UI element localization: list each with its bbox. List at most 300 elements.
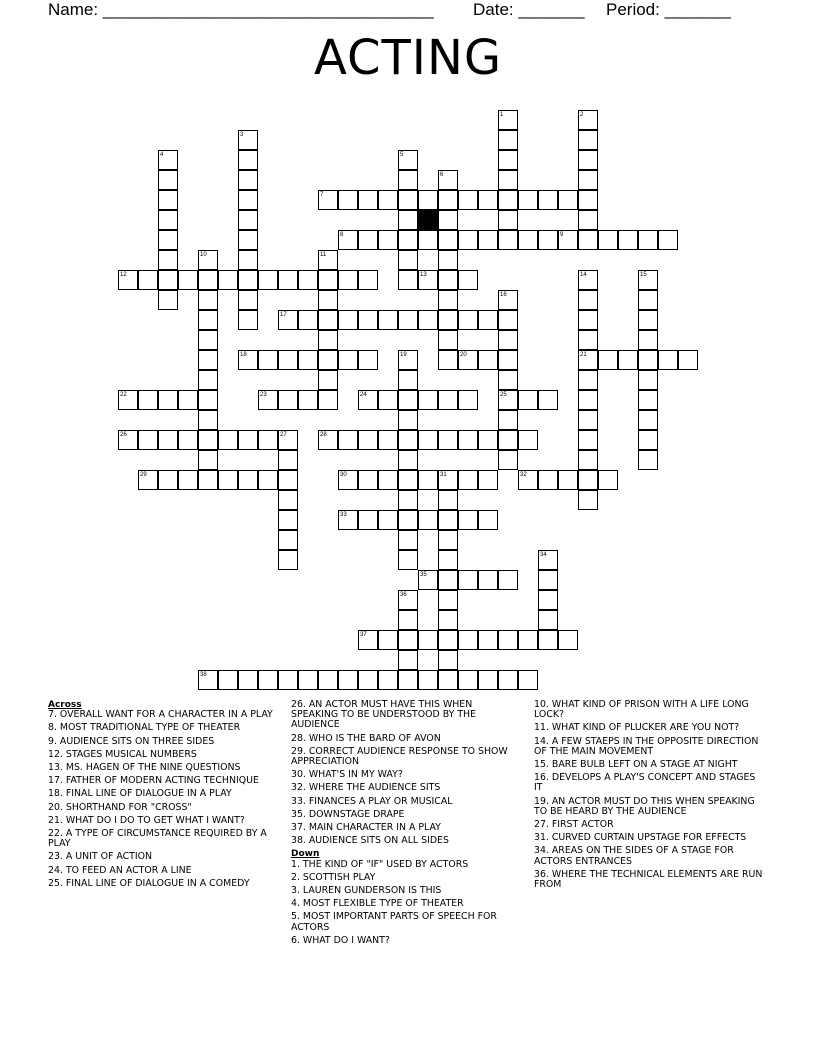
grid-cell[interactable] bbox=[498, 350, 518, 370]
grid-cell[interactable] bbox=[398, 550, 418, 570]
clue-number: 25 bbox=[500, 392, 507, 398]
grid-cell[interactable] bbox=[558, 470, 578, 490]
grid-cell[interactable] bbox=[538, 230, 558, 250]
grid-cell[interactable] bbox=[638, 410, 658, 430]
grid-cell[interactable] bbox=[518, 230, 538, 250]
grid-cell[interactable] bbox=[298, 670, 318, 690]
grid-cell[interactable] bbox=[238, 210, 258, 230]
clue-number: 9 bbox=[560, 232, 564, 238]
grid-cell[interactable] bbox=[538, 190, 558, 210]
grid-cell[interactable] bbox=[438, 530, 458, 550]
grid-cell[interactable] bbox=[318, 310, 338, 330]
header bbox=[0, 0, 816, 26]
grid-cell[interactable] bbox=[358, 510, 378, 530]
clue: 29. CORRECT AUDIENCE RESPONSE TO SHOW APPRECIATION bbox=[291, 745, 508, 768]
grid-cell[interactable] bbox=[198, 270, 218, 290]
clue-number: 4 bbox=[160, 152, 164, 158]
grid-cell[interactable] bbox=[378, 390, 398, 410]
grid-cell[interactable] bbox=[498, 130, 518, 150]
grid-cell[interactable] bbox=[598, 350, 618, 370]
grid-cell[interactable] bbox=[458, 190, 478, 210]
grid-cell[interactable] bbox=[258, 670, 278, 690]
grid-cell[interactable] bbox=[398, 370, 418, 390]
grid-cell[interactable] bbox=[498, 210, 518, 230]
grid-cell[interactable] bbox=[498, 630, 518, 650]
grid-cell[interactable] bbox=[278, 510, 298, 530]
grid-cell[interactable] bbox=[398, 410, 418, 430]
grid-cell[interactable] bbox=[238, 230, 258, 250]
clue-number: 37 bbox=[360, 632, 367, 638]
grid-cell[interactable] bbox=[538, 590, 558, 610]
grid-cell[interactable] bbox=[478, 470, 498, 490]
clue-number: 6 bbox=[440, 172, 444, 178]
clue: 26. AN ACTOR MUST HAVE THIS WHEN SPEAKING TO BE UNDERSTOOD BY THE AUDIENCE bbox=[291, 699, 477, 731]
grid-cell[interactable] bbox=[238, 430, 258, 450]
grid-cell[interactable] bbox=[638, 430, 658, 450]
grid-cell[interactable] bbox=[498, 330, 518, 350]
name-field[interactable]: Name: ___________________________________ bbox=[48, 0, 434, 19]
clue-number: 10 bbox=[200, 252, 207, 258]
grid-cell[interactable] bbox=[398, 470, 418, 490]
grid-cell[interactable] bbox=[358, 470, 378, 490]
grid-cell[interactable] bbox=[438, 430, 458, 450]
grid-cell[interactable] bbox=[398, 230, 418, 250]
grid-cell[interactable] bbox=[398, 190, 418, 210]
clue: 8. MOST TRADITIONAL TYPE OF THEATER bbox=[48, 722, 241, 734]
grid-cell[interactable] bbox=[198, 330, 218, 350]
grid-cell[interactable] bbox=[478, 510, 498, 530]
grid-cell[interactable] bbox=[538, 390, 558, 410]
grid-cell[interactable] bbox=[258, 430, 278, 450]
clue: 10. WHAT KIND OF PRISON WITH A LIFE LONG LOCK? bbox=[534, 699, 749, 721]
grid-cell[interactable] bbox=[578, 130, 598, 150]
clue: 16. DEVELOPS A PLAY'S CONCEPT AND STAGES IT bbox=[534, 772, 756, 794]
grid-cell[interactable] bbox=[358, 270, 378, 290]
grid-cell[interactable] bbox=[618, 230, 638, 250]
grid-cell[interactable] bbox=[518, 670, 538, 690]
grid-cell[interactable] bbox=[478, 570, 498, 590]
grid-cell[interactable] bbox=[398, 530, 418, 550]
grid-cell[interactable] bbox=[578, 290, 598, 310]
grid-cell[interactable] bbox=[298, 270, 318, 290]
grid-cell[interactable] bbox=[378, 510, 398, 530]
clue-number: 31 bbox=[440, 472, 447, 478]
grid-cell[interactable] bbox=[358, 350, 378, 370]
grid-cell[interactable] bbox=[158, 210, 178, 230]
grid-cell[interactable] bbox=[158, 290, 178, 310]
grid-cell[interactable] bbox=[398, 650, 418, 670]
grid-cell[interactable] bbox=[418, 510, 438, 530]
grid-cell[interactable] bbox=[498, 450, 518, 470]
clues-column-3 bbox=[534, 700, 764, 893]
grid-cell[interactable] bbox=[438, 510, 458, 530]
grid-cell[interactable] bbox=[578, 330, 598, 350]
clue: 17. FATHER OF MODERN ACTING TECHNIQUE bbox=[48, 775, 259, 787]
grid-cell[interactable] bbox=[438, 310, 458, 330]
clue-number: 2 bbox=[580, 112, 584, 118]
clue: 15. BARE BULB LEFT ON A STAGE AT NIGHT bbox=[534, 759, 738, 771]
grid-cell[interactable] bbox=[458, 310, 478, 330]
grid-cell[interactable] bbox=[178, 470, 198, 490]
grid-cell[interactable] bbox=[338, 430, 358, 450]
grid-cell[interactable] bbox=[438, 350, 458, 370]
grid-cell[interactable] bbox=[638, 330, 658, 350]
grid-cell[interactable] bbox=[538, 470, 558, 490]
grid-cell[interactable] bbox=[178, 430, 198, 450]
grid-cell[interactable] bbox=[498, 150, 518, 170]
grid-cell[interactable] bbox=[478, 190, 498, 210]
clue: 36. WHERE THE TECHNICAL ELEMENTS ARE RUN FROM bbox=[534, 868, 763, 891]
grid-cell[interactable] bbox=[158, 170, 178, 190]
grid-cell[interactable] bbox=[658, 230, 678, 250]
grid-cell[interactable] bbox=[358, 670, 378, 690]
period-field[interactable]: Period: _______ bbox=[606, 0, 731, 19]
grid-cell[interactable] bbox=[138, 390, 158, 410]
grid-cell[interactable] bbox=[378, 430, 398, 450]
grid-cell[interactable] bbox=[238, 150, 258, 170]
grid-cell[interactable] bbox=[358, 230, 378, 250]
grid-cell[interactable] bbox=[278, 350, 298, 370]
grid-cell[interactable] bbox=[538, 610, 558, 630]
grid-cell[interactable] bbox=[178, 270, 198, 290]
grid-cell[interactable] bbox=[578, 470, 598, 490]
grid-cell[interactable] bbox=[618, 350, 638, 370]
grid-cell[interactable] bbox=[498, 310, 518, 330]
grid-cell[interactable] bbox=[638, 390, 658, 410]
clue-number: 1 bbox=[500, 112, 504, 118]
grid-cell[interactable] bbox=[478, 310, 498, 330]
grid-cell[interactable] bbox=[258, 470, 278, 490]
grid-cell[interactable] bbox=[398, 510, 418, 530]
clues-column-1 bbox=[48, 700, 278, 892]
clue: 23. A UNIT OF ACTION bbox=[48, 851, 153, 863]
grid-cell[interactable] bbox=[438, 210, 458, 230]
grid-cell[interactable] bbox=[418, 390, 438, 410]
grid-cell[interactable] bbox=[158, 470, 178, 490]
grid-cell[interactable] bbox=[438, 330, 458, 350]
grid-cell[interactable] bbox=[218, 430, 238, 450]
grid-cell[interactable] bbox=[438, 570, 458, 590]
clues-column-2 bbox=[291, 700, 521, 949]
clue-number: 26 bbox=[120, 432, 127, 438]
grid-cell[interactable] bbox=[398, 270, 418, 290]
grid-cell[interactable] bbox=[678, 350, 698, 370]
grid-cell[interactable] bbox=[338, 310, 358, 330]
date-field[interactable]: Date: _______ bbox=[473, 0, 585, 19]
grid-cell[interactable] bbox=[398, 610, 418, 630]
grid-cell[interactable] bbox=[458, 470, 478, 490]
grid-cell[interactable] bbox=[278, 490, 298, 510]
grid-cell[interactable] bbox=[478, 350, 498, 370]
grid-cell[interactable] bbox=[258, 270, 278, 290]
grid-cell[interactable] bbox=[518, 630, 538, 650]
grid-cell[interactable] bbox=[638, 370, 658, 390]
grid-cell[interactable] bbox=[158, 230, 178, 250]
grid-cell[interactable] bbox=[218, 470, 238, 490]
clue-number: 30 bbox=[340, 472, 347, 478]
clue: 31. CURVED CURTAIN UPSTAGE FOR EFFECTS bbox=[534, 832, 747, 844]
clue: 11. WHAT KIND OF PLUCKER ARE YOU NOT? bbox=[534, 722, 740, 734]
grid-cell[interactable] bbox=[238, 470, 258, 490]
grid-cell[interactable] bbox=[238, 310, 258, 330]
grid-cell[interactable] bbox=[198, 410, 218, 430]
grid-cell[interactable] bbox=[238, 290, 258, 310]
grid-cell[interactable] bbox=[398, 430, 418, 450]
grid-cell[interactable] bbox=[438, 590, 458, 610]
grid-cell[interactable] bbox=[438, 650, 458, 670]
grid-cell[interactable] bbox=[578, 450, 598, 470]
grid-cell[interactable] bbox=[438, 190, 458, 210]
grid-cell[interactable] bbox=[578, 410, 598, 430]
grid-cell[interactable] bbox=[178, 390, 198, 410]
clue: 3. LAUREN GUNDERSON IS THIS bbox=[291, 885, 442, 897]
grid-cell[interactable] bbox=[338, 270, 358, 290]
grid-cell[interactable] bbox=[458, 390, 478, 410]
grid-cell[interactable] bbox=[418, 190, 438, 210]
clue-number: 34 bbox=[540, 552, 547, 558]
grid-cell[interactable] bbox=[438, 290, 458, 310]
grid-cell[interactable] bbox=[578, 150, 598, 170]
clue-number: 22 bbox=[120, 392, 127, 398]
grid-cell[interactable] bbox=[498, 170, 518, 190]
grid-cell[interactable] bbox=[398, 670, 418, 690]
grid-cell[interactable] bbox=[438, 550, 458, 570]
grid-cell[interactable] bbox=[158, 270, 178, 290]
grid-cell[interactable] bbox=[638, 290, 658, 310]
grid-cell[interactable] bbox=[278, 450, 298, 470]
grid-cell[interactable] bbox=[278, 670, 298, 690]
clue-number: 23 bbox=[260, 392, 267, 398]
grid-cell[interactable] bbox=[638, 310, 658, 330]
grid-cell[interactable] bbox=[358, 430, 378, 450]
grid-cell[interactable] bbox=[198, 350, 218, 370]
grid-cell[interactable] bbox=[578, 430, 598, 450]
grid-cell[interactable] bbox=[498, 570, 518, 590]
grid-cell[interactable] bbox=[498, 190, 518, 210]
grid-cell[interactable] bbox=[298, 310, 318, 330]
grid-cell[interactable] bbox=[278, 550, 298, 570]
grid-cell[interactable] bbox=[638, 350, 658, 370]
clue: 33. FINANCES A PLAY OR MUSICAL bbox=[291, 795, 453, 807]
clue-number: 33 bbox=[340, 512, 347, 518]
grid-cell[interactable] bbox=[518, 190, 538, 210]
clue-number: 7 bbox=[320, 192, 324, 198]
grid-cell[interactable] bbox=[278, 530, 298, 550]
grid-cell[interactable] bbox=[398, 310, 418, 330]
grid-cell[interactable] bbox=[158, 190, 178, 210]
grid-cell[interactable] bbox=[418, 430, 438, 450]
grid-cell[interactable] bbox=[458, 430, 478, 450]
grid-cell[interactable] bbox=[438, 630, 458, 650]
clue: 22. A TYPE OF CIRCUMSTANCE REQUIRED BY A PLAY bbox=[48, 828, 267, 850]
grid-cell[interactable] bbox=[598, 470, 618, 490]
clue: 7. OVERALL WANT FOR A CHARACTER IN A PLAY bbox=[48, 709, 273, 721]
grid-cell[interactable] bbox=[438, 390, 458, 410]
grid-cell[interactable] bbox=[478, 430, 498, 450]
grid-cell[interactable] bbox=[238, 270, 258, 290]
clue-number: 15 bbox=[640, 272, 647, 278]
grid-cell[interactable] bbox=[338, 350, 358, 370]
clue-number: 16 bbox=[500, 292, 507, 298]
grid-cell[interactable] bbox=[478, 230, 498, 250]
grid-cell[interactable] bbox=[578, 390, 598, 410]
grid-cell[interactable] bbox=[138, 430, 158, 450]
grid-cell[interactable] bbox=[418, 670, 438, 690]
grid-cell[interactable] bbox=[198, 290, 218, 310]
grid-cell[interactable] bbox=[318, 370, 338, 390]
grid-cell[interactable] bbox=[478, 630, 498, 650]
clue-number: 11 bbox=[320, 252, 327, 258]
grid-cell[interactable] bbox=[318, 270, 338, 290]
clue-number: 14 bbox=[580, 272, 587, 278]
grid-cell[interactable] bbox=[138, 270, 158, 290]
grid-cell[interactable] bbox=[378, 630, 398, 650]
grid-cell[interactable] bbox=[558, 630, 578, 650]
clue-number: 21 bbox=[580, 352, 587, 358]
clue: 6. WHAT DO I WANT? bbox=[291, 934, 390, 946]
grid-cell[interactable] bbox=[318, 290, 338, 310]
grid-cell[interactable] bbox=[278, 390, 298, 410]
grid-cell[interactable] bbox=[578, 490, 598, 510]
clue: 38. AUDIENCE SITS ON ALL SIDES bbox=[291, 835, 449, 847]
grid-cell[interactable] bbox=[458, 630, 478, 650]
grid-cell[interactable] bbox=[438, 270, 458, 290]
grid-cell[interactable] bbox=[318, 350, 338, 370]
grid-cell[interactable] bbox=[438, 230, 458, 250]
grid-cell[interactable] bbox=[378, 470, 398, 490]
grid-cell[interactable] bbox=[578, 210, 598, 230]
clue: 37. MAIN CHARACTER IN A PLAY bbox=[291, 822, 441, 834]
clue: 19. AN ACTOR MUST DO THIS WHEN SPEAKING TO BE HEARD BY THE AUDIENCE bbox=[534, 795, 755, 817]
grid-cell[interactable] bbox=[598, 230, 618, 250]
grid-cell[interactable] bbox=[278, 470, 298, 490]
grid-cell[interactable] bbox=[298, 390, 318, 410]
grid-cell[interactable] bbox=[638, 450, 658, 470]
grid-cell[interactable] bbox=[218, 670, 238, 690]
grid-cell[interactable] bbox=[578, 310, 598, 330]
grid-cell[interactable] bbox=[658, 350, 678, 370]
clue: 20. SHORTHAND FOR "CROSS" bbox=[48, 801, 192, 813]
grid-cell[interactable] bbox=[198, 430, 218, 450]
grid-cell[interactable] bbox=[498, 230, 518, 250]
clue-number: 8 bbox=[340, 232, 344, 238]
grid-cell[interactable] bbox=[578, 170, 598, 190]
grid-cell[interactable] bbox=[218, 270, 238, 290]
clue: 4. MOST FLEXIBLE TYPE OF THEATER bbox=[291, 898, 464, 910]
grid-cell[interactable] bbox=[238, 250, 258, 270]
clue: 9. AUDIENCE SITS ON THREE SIDES bbox=[48, 735, 215, 747]
grid-cell[interactable] bbox=[278, 270, 298, 290]
grid-cell[interactable] bbox=[438, 610, 458, 630]
grid-cell[interactable] bbox=[438, 670, 458, 690]
grid-cell[interactable] bbox=[458, 270, 478, 290]
clue-number: 19 bbox=[400, 352, 407, 358]
grid-cell[interactable] bbox=[158, 430, 178, 450]
grid-cell[interactable] bbox=[238, 190, 258, 210]
grid-cell[interactable] bbox=[318, 670, 338, 690]
black-cell bbox=[418, 210, 438, 230]
grid-cell[interactable] bbox=[198, 450, 218, 470]
grid-cell[interactable] bbox=[438, 490, 458, 510]
grid-cell[interactable] bbox=[298, 350, 318, 370]
grid-cell[interactable] bbox=[418, 310, 438, 330]
grid-cell[interactable] bbox=[398, 170, 418, 190]
grid-cell[interactable] bbox=[198, 370, 218, 390]
clue: 18. FINAL LINE OF DIALOGUE IN A PLAY bbox=[48, 788, 232, 800]
grid-cell[interactable] bbox=[198, 390, 218, 410]
grid-cell[interactable] bbox=[398, 210, 418, 230]
clue-number: 12 bbox=[120, 272, 127, 278]
grid-cell[interactable] bbox=[198, 470, 218, 490]
grid-cell[interactable] bbox=[498, 410, 518, 430]
clue-number: 17 bbox=[280, 312, 287, 318]
grid-cell[interactable] bbox=[378, 190, 398, 210]
grid-cell[interactable] bbox=[398, 250, 418, 270]
grid-cell[interactable] bbox=[378, 310, 398, 330]
grid-cell[interactable] bbox=[458, 230, 478, 250]
grid-cell[interactable] bbox=[458, 570, 478, 590]
grid-cell[interactable] bbox=[458, 510, 478, 530]
grid-cell[interactable] bbox=[578, 230, 598, 250]
clue: 30. WHAT'S IN MY WAY? bbox=[291, 769, 403, 781]
grid-cell[interactable] bbox=[378, 670, 398, 690]
grid-cell[interactable] bbox=[338, 190, 358, 210]
grid-cell[interactable] bbox=[238, 670, 258, 690]
grid-cell[interactable] bbox=[158, 390, 178, 410]
grid-cell[interactable] bbox=[518, 390, 538, 410]
grid-cell[interactable] bbox=[358, 310, 378, 330]
grid-cell[interactable] bbox=[398, 630, 418, 650]
grid-cell[interactable] bbox=[158, 250, 178, 270]
grid-cell[interactable] bbox=[578, 190, 598, 210]
grid-cell[interactable] bbox=[318, 330, 338, 350]
clue: 1. THE KIND OF "IF" USED BY ACTORS bbox=[291, 858, 469, 870]
clue: 13. MS. HAGEN OF THE NINE QUESTIONS bbox=[48, 762, 241, 774]
grid-cell[interactable] bbox=[538, 570, 558, 590]
clue-number: 28 bbox=[320, 432, 327, 438]
grid-cell[interactable] bbox=[498, 670, 518, 690]
grid-cell[interactable] bbox=[238, 170, 258, 190]
grid-cell[interactable] bbox=[518, 430, 538, 450]
grid-cell[interactable] bbox=[438, 250, 458, 270]
clue-number: 24 bbox=[360, 392, 367, 398]
clue: 25. FINAL LINE OF DIALOGUE IN A COMEDY bbox=[48, 877, 250, 889]
grid-cell[interactable] bbox=[338, 670, 358, 690]
grid-cell[interactable] bbox=[398, 490, 418, 510]
grid-cell[interactable] bbox=[538, 630, 558, 650]
grid-cell[interactable] bbox=[358, 190, 378, 210]
grid-cell[interactable] bbox=[418, 470, 438, 490]
grid-cell[interactable] bbox=[458, 670, 478, 690]
clue: 28. WHO IS THE BARD OF AVON bbox=[291, 732, 441, 744]
grid-cell[interactable] bbox=[638, 230, 658, 250]
grid-cell[interactable] bbox=[478, 670, 498, 690]
grid-cell[interactable] bbox=[378, 230, 398, 250]
grid-cell[interactable] bbox=[398, 450, 418, 470]
page-title: ACTING bbox=[313, 30, 503, 86]
grid-cell[interactable] bbox=[258, 350, 278, 370]
grid-cell[interactable] bbox=[198, 310, 218, 330]
grid-cell[interactable] bbox=[398, 390, 418, 410]
grid-cell[interactable] bbox=[498, 370, 518, 390]
grid-cell[interactable] bbox=[418, 230, 438, 250]
grid-cell[interactable] bbox=[558, 190, 578, 210]
grid-cell[interactable] bbox=[498, 430, 518, 450]
grid-cell[interactable] bbox=[318, 390, 338, 410]
grid-cell[interactable] bbox=[418, 630, 438, 650]
grid-cell[interactable] bbox=[578, 370, 598, 390]
clue-number: 13 bbox=[420, 272, 427, 278]
